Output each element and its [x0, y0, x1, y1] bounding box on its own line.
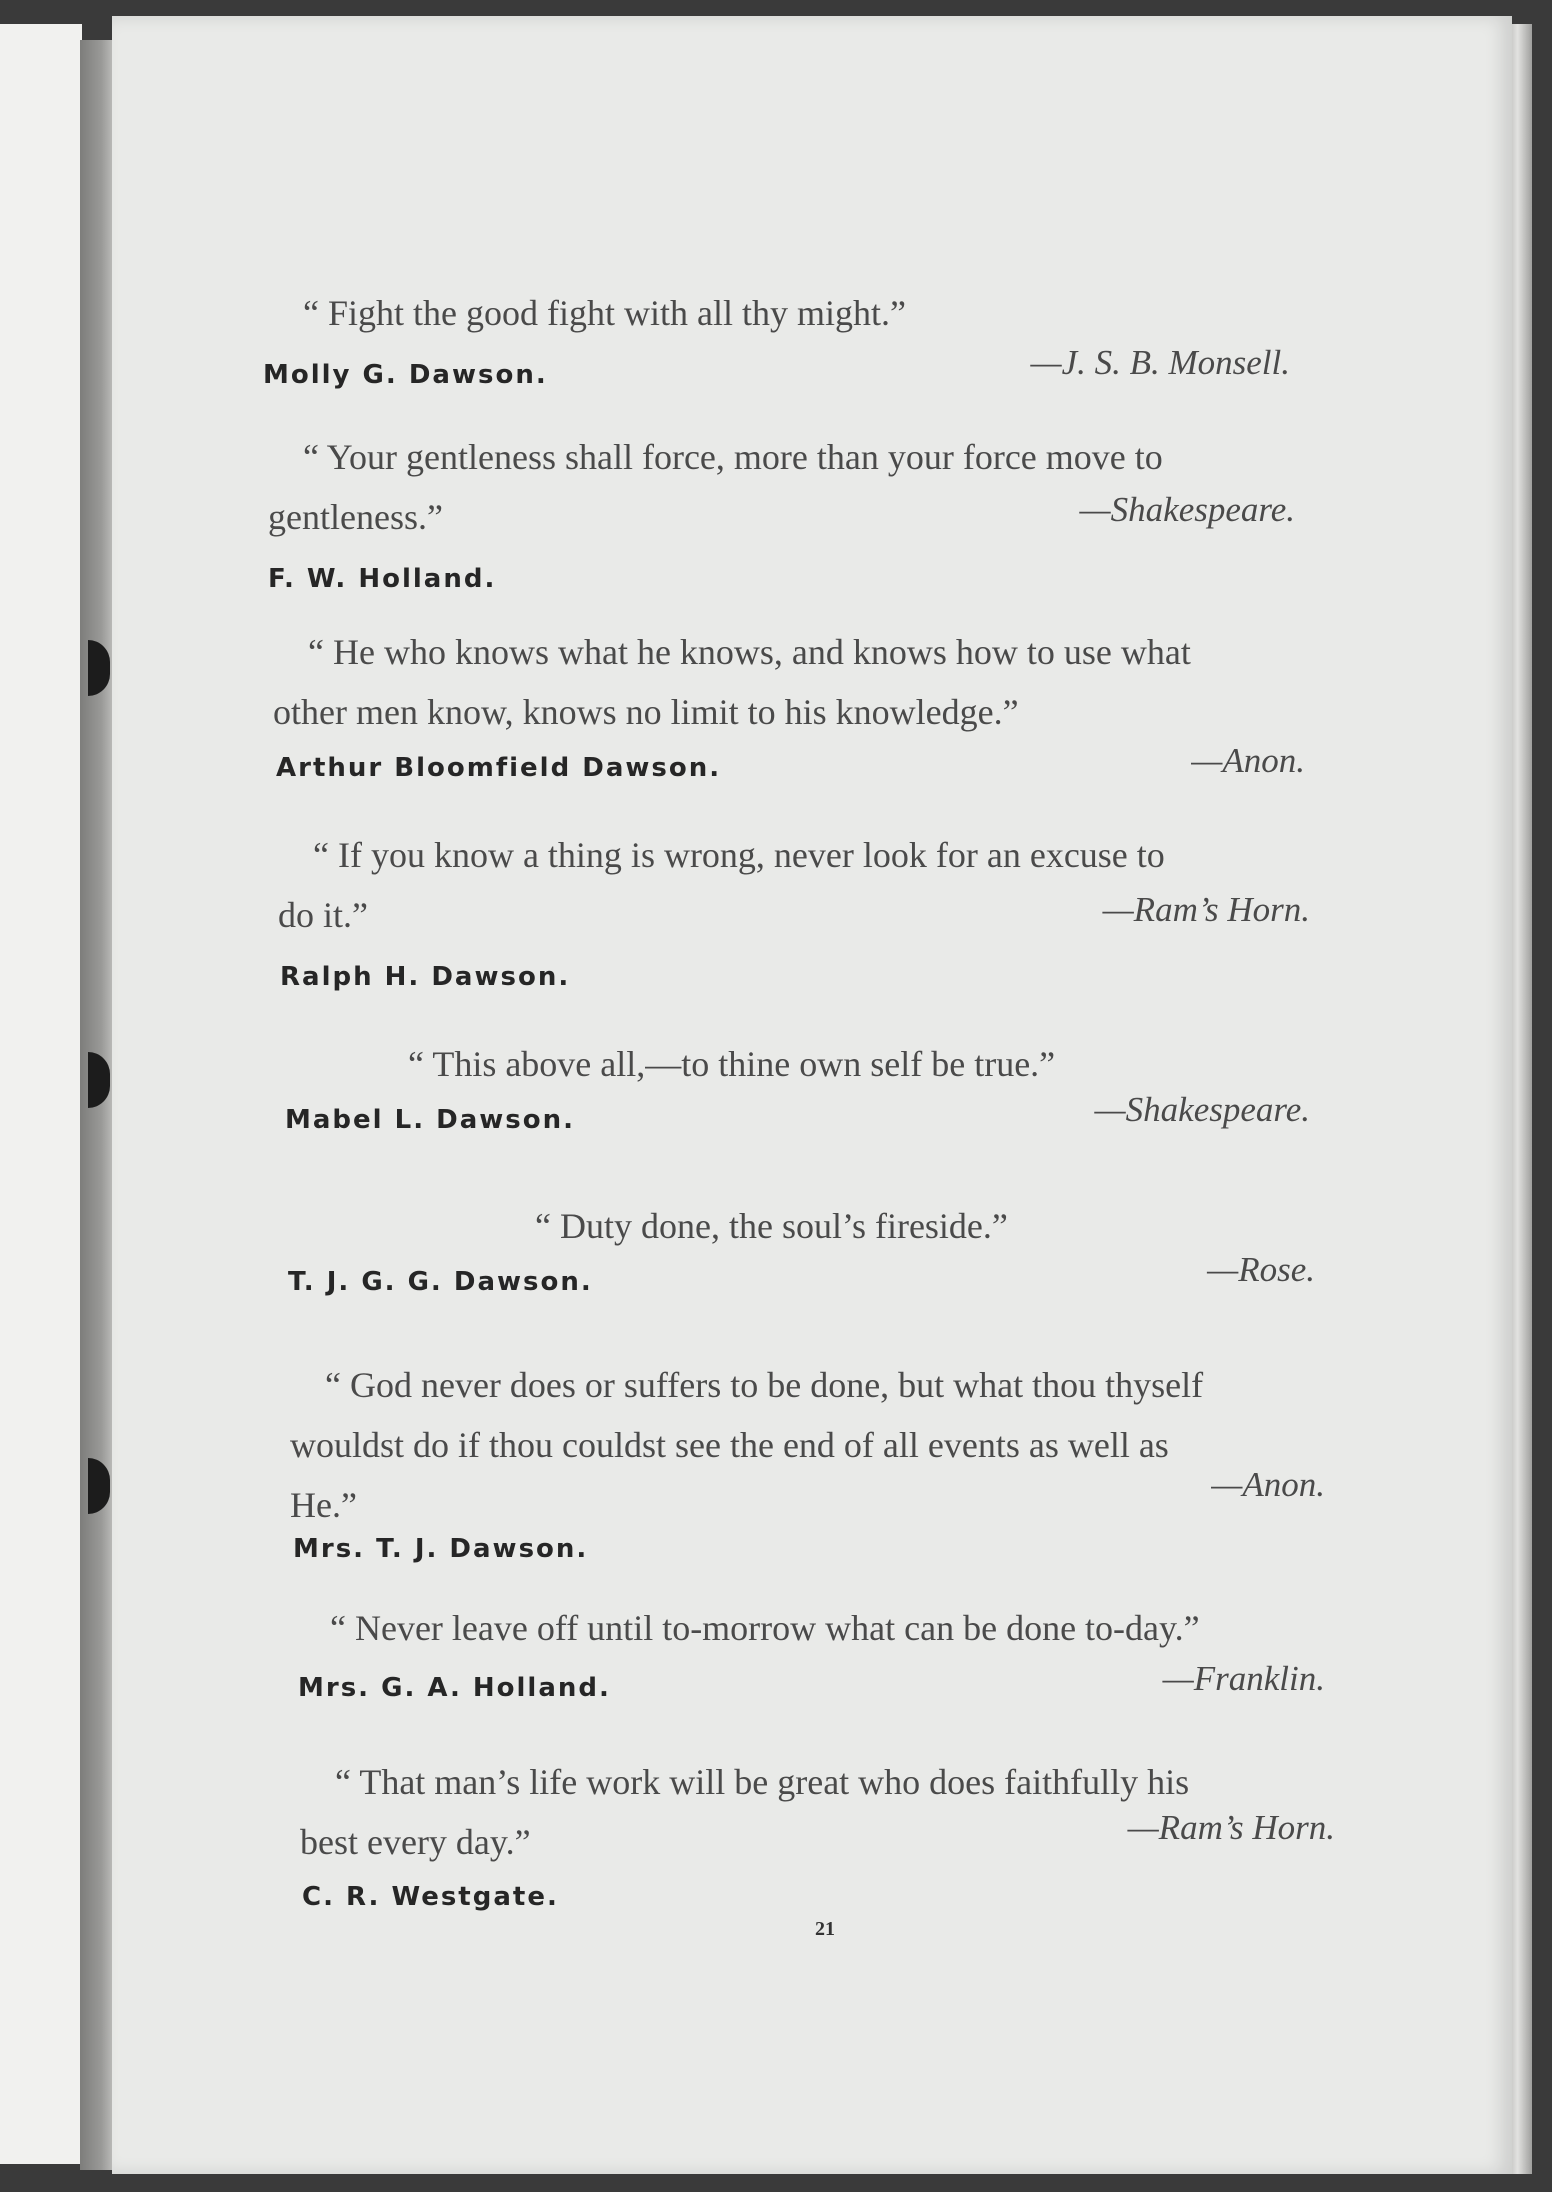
- contributor-name: Arthur Bloomfield Dawson.: [276, 753, 722, 783]
- quote-text: “ This above all,—to thine own self be true.”: [408, 1044, 1056, 1084]
- contributor-name: Mrs. G. A. Holland.: [298, 1673, 611, 1703]
- contributor-name: T. J. G. G. Dawson.: [288, 1267, 593, 1297]
- contributor-name: Mrs. T. J. Dawson.: [293, 1534, 589, 1564]
- quote-author: —J. S. B. Monsell.: [1030, 343, 1290, 382]
- contributor-name: F. W. Holland.: [268, 564, 497, 594]
- quote-author: —Ram’s Horn.: [1102, 890, 1310, 929]
- quote-text: “ God never does or suffers to be done, but what thou thyself wouldst do if thou couldst see the end of all events as well as He.”: [290, 1365, 1204, 1525]
- quote-author: —Anon.: [1191, 741, 1305, 780]
- quote-author: —Anon.: [1211, 1465, 1325, 1504]
- left-page: [0, 24, 82, 2164]
- contributor-name: Molly G. Dawson.: [263, 360, 548, 390]
- quote-text: “ Fight the good fight with all thy might.”: [303, 293, 906, 333]
- quote-text: “ That man’s life work will be great who does faithfully his best every day.”: [300, 1762, 1190, 1862]
- page-number: 21: [815, 1918, 835, 1940]
- quote-author: —Franklin.: [1162, 1659, 1325, 1698]
- quote-author: —Shakespeare.: [1094, 1090, 1310, 1129]
- quote-text: “ Never leave off until to-morrow what can be done to-day.”: [330, 1608, 1200, 1648]
- contributor-name: Mabel L. Dawson.: [285, 1105, 575, 1135]
- quote-author: —Rose.: [1207, 1250, 1315, 1289]
- quote-text: “ He who knows what he knows, and knows how to use what other men know, knows no limit to his knowledge.”: [273, 632, 1191, 732]
- quote-author: —Ram’s Horn.: [1127, 1808, 1335, 1847]
- quote-text: “ Duty done, the soul’s fireside.”: [535, 1206, 1008, 1246]
- contributor-name: C. R. Westgate.: [302, 1882, 559, 1912]
- quote-text: “ If you know a thing is wrong, never look for an excuse to do it.”: [278, 835, 1165, 935]
- quote-author: —Shakespeare.: [1079, 490, 1295, 529]
- quote-text: “ Your gentleness shall force, more than your force move to gentleness.”: [268, 437, 1163, 537]
- contributor-name: Ralph H. Dawson.: [280, 962, 571, 992]
